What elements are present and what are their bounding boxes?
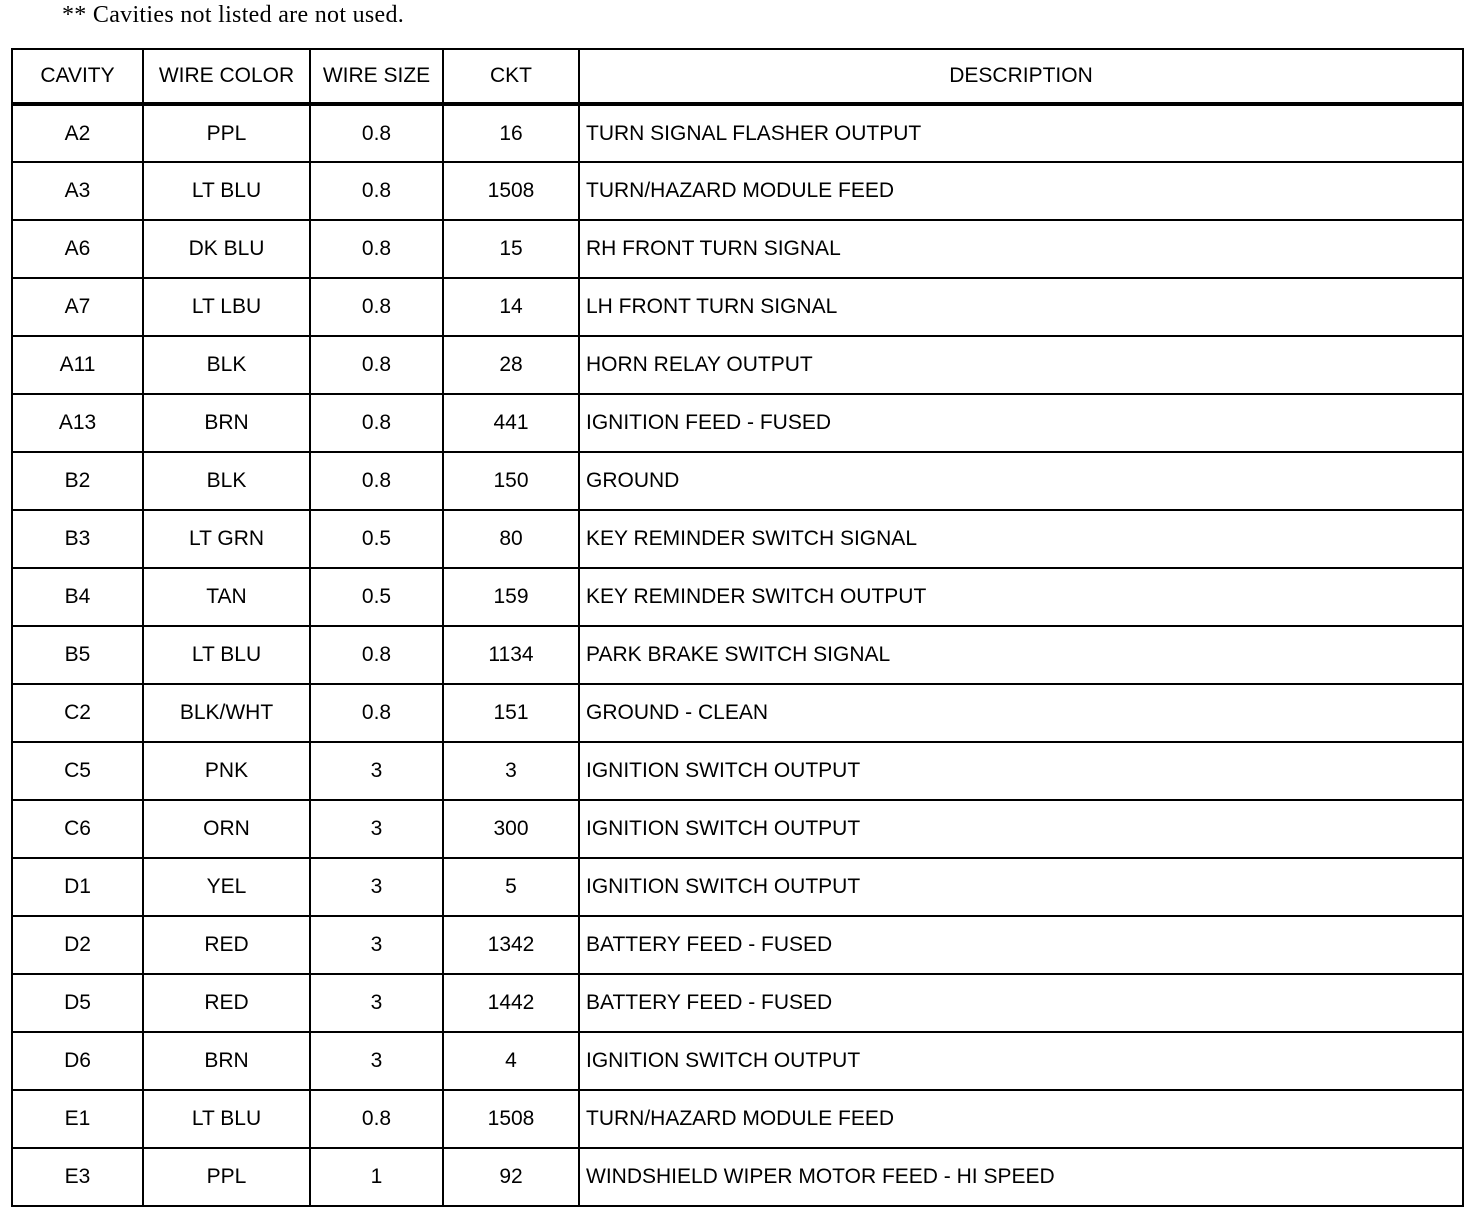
cell-cavity: A7 [12, 278, 143, 336]
cell-description: IGNITION SWITCH OUTPUT [579, 800, 1463, 858]
cell-cavity: D1 [12, 858, 143, 916]
cell-wire-size: 3 [310, 742, 443, 800]
cell-cavity: A13 [12, 394, 143, 452]
cell-ckt: 441 [443, 394, 579, 452]
cell-description: LH FRONT TURN SIGNAL [579, 278, 1463, 336]
cell-description: IGNITION SWITCH OUTPUT [579, 1032, 1463, 1090]
cell-cavity: E3 [12, 1148, 143, 1206]
cell-ckt: 80 [443, 510, 579, 568]
table-row [12, 452, 1463, 510]
cell-description: IGNITION FEED - FUSED [579, 394, 1463, 452]
cell-description: WINDSHIELD WIPER MOTOR FEED - HI SPEED [579, 1148, 1463, 1206]
table-row [12, 162, 1463, 220]
cell-wire-color: RED [143, 916, 310, 974]
cell-cavity: D6 [12, 1032, 143, 1090]
cell-cavity: A11 [12, 336, 143, 394]
cell-ckt: 3 [443, 742, 579, 800]
cell-cavity: A2 [12, 104, 143, 162]
cell-wire-size: 3 [310, 800, 443, 858]
cell-wire-size: 0.5 [310, 510, 443, 568]
cell-wire-size: 0.8 [310, 162, 443, 220]
cell-wire-color: RED [143, 974, 310, 1032]
cell-wire-color: BLK [143, 336, 310, 394]
cell-cavity: B3 [12, 510, 143, 568]
cell-ckt: 159 [443, 568, 579, 626]
header-ckt: CKT [443, 49, 579, 104]
cell-ckt: 15 [443, 220, 579, 278]
table-row [12, 916, 1463, 974]
connector-pinout-table [11, 48, 1464, 1207]
table-row [12, 568, 1463, 626]
cell-wire-color: LT BLU [143, 162, 310, 220]
cell-wire-color: BRN [143, 1032, 310, 1090]
table-row [12, 684, 1463, 742]
cell-description: TURN/HAZARD MODULE FEED [579, 1090, 1463, 1148]
table-header-row [12, 49, 1463, 104]
cell-cavity: C5 [12, 742, 143, 800]
cell-ckt: 92 [443, 1148, 579, 1206]
cell-cavity: A3 [12, 162, 143, 220]
footnote-text: ** Cavities not listed are not used. [62, 2, 405, 28]
cell-ckt: 1342 [443, 916, 579, 974]
cell-cavity: B4 [12, 568, 143, 626]
cell-wire-size: 3 [310, 916, 443, 974]
cell-wire-color: DK BLU [143, 220, 310, 278]
cell-cavity: C2 [12, 684, 143, 742]
cell-wire-color: LT LBU [143, 278, 310, 336]
cell-cavity: E1 [12, 1090, 143, 1148]
table-row [12, 800, 1463, 858]
cell-wire-color: ORN [143, 800, 310, 858]
cell-wire-color: BLK/WHT [143, 684, 310, 742]
cell-description: BATTERY FEED - FUSED [579, 916, 1463, 974]
cell-description: KEY REMINDER SWITCH OUTPUT [579, 568, 1463, 626]
table-row [12, 974, 1463, 1032]
cell-wire-size: 0.5 [310, 568, 443, 626]
cell-ckt: 1508 [443, 1090, 579, 1148]
cell-wire-color: LT GRN [143, 510, 310, 568]
cell-ckt: 151 [443, 684, 579, 742]
cell-wire-size: 0.8 [310, 1090, 443, 1148]
cell-wire-size: 0.8 [310, 220, 443, 278]
table-row [12, 220, 1463, 278]
cell-wire-size: 0.8 [310, 452, 443, 510]
table-row [12, 104, 1463, 162]
cell-cavity: C6 [12, 800, 143, 858]
cell-description: IGNITION SWITCH OUTPUT [579, 742, 1463, 800]
table-row [12, 336, 1463, 394]
cell-description: GROUND [579, 452, 1463, 510]
table-row [12, 510, 1463, 568]
cell-ckt: 14 [443, 278, 579, 336]
cell-cavity: D5 [12, 974, 143, 1032]
cell-description: HORN RELAY OUTPUT [579, 336, 1463, 394]
table-row [12, 742, 1463, 800]
table-row [12, 858, 1463, 916]
cell-ckt: 1134 [443, 626, 579, 684]
cell-wire-color: TAN [143, 568, 310, 626]
cell-wire-color: PPL [143, 104, 310, 162]
cell-description: GROUND - CLEAN [579, 684, 1463, 742]
cell-wire-size: 0.8 [310, 104, 443, 162]
cell-description: KEY REMINDER SWITCH SIGNAL [579, 510, 1463, 568]
cell-cavity: D2 [12, 916, 143, 974]
table-row [12, 626, 1463, 684]
header-wire-size: WIRE SIZE [310, 49, 443, 104]
cell-wire-size: 0.8 [310, 336, 443, 394]
cell-wire-size: 3 [310, 858, 443, 916]
cell-wire-size: 0.8 [310, 394, 443, 452]
cell-ckt: 300 [443, 800, 579, 858]
header-cavity: CAVITY [12, 49, 143, 104]
header-wire-color: WIRE COLOR [143, 49, 310, 104]
cell-wire-size: 0.8 [310, 278, 443, 336]
cell-ckt: 1442 [443, 974, 579, 1032]
cell-wire-color: LT BLU [143, 1090, 310, 1148]
cell-cavity: B2 [12, 452, 143, 510]
cell-wire-color: BLK [143, 452, 310, 510]
cell-wire-size: 3 [310, 974, 443, 1032]
cell-description: BATTERY FEED - FUSED [579, 974, 1463, 1032]
cell-wire-size: 0.8 [310, 684, 443, 742]
table-row [12, 1090, 1463, 1148]
cell-wire-color: PNK [143, 742, 310, 800]
cell-ckt: 150 [443, 452, 579, 510]
cell-cavity: B5 [12, 626, 143, 684]
table-row [12, 1032, 1463, 1090]
cell-wire-size: 3 [310, 1032, 443, 1090]
cell-wire-color: YEL [143, 858, 310, 916]
cell-description: TURN SIGNAL FLASHER OUTPUT [579, 104, 1463, 162]
cell-description: TURN/HAZARD MODULE FEED [579, 162, 1463, 220]
cell-ckt: 5 [443, 858, 579, 916]
cell-ckt: 4 [443, 1032, 579, 1090]
cell-ckt: 1508 [443, 162, 579, 220]
header-description: DESCRIPTION [579, 49, 1463, 104]
table-row [12, 394, 1463, 452]
cell-wire-color: BRN [143, 394, 310, 452]
table-row [12, 1148, 1463, 1206]
table-body [12, 104, 1463, 1206]
cell-wire-color: PPL [143, 1148, 310, 1206]
cell-wire-size: 1 [310, 1148, 443, 1206]
cell-cavity: A6 [12, 220, 143, 278]
cell-wire-color: LT BLU [143, 626, 310, 684]
cell-wire-size: 0.8 [310, 626, 443, 684]
cell-ckt: 28 [443, 336, 579, 394]
cell-description: PARK BRAKE SWITCH SIGNAL [579, 626, 1463, 684]
cell-description: RH FRONT TURN SIGNAL [579, 220, 1463, 278]
cell-ckt: 16 [443, 104, 579, 162]
table-row [12, 278, 1463, 336]
cell-description: IGNITION SWITCH OUTPUT [579, 858, 1463, 916]
